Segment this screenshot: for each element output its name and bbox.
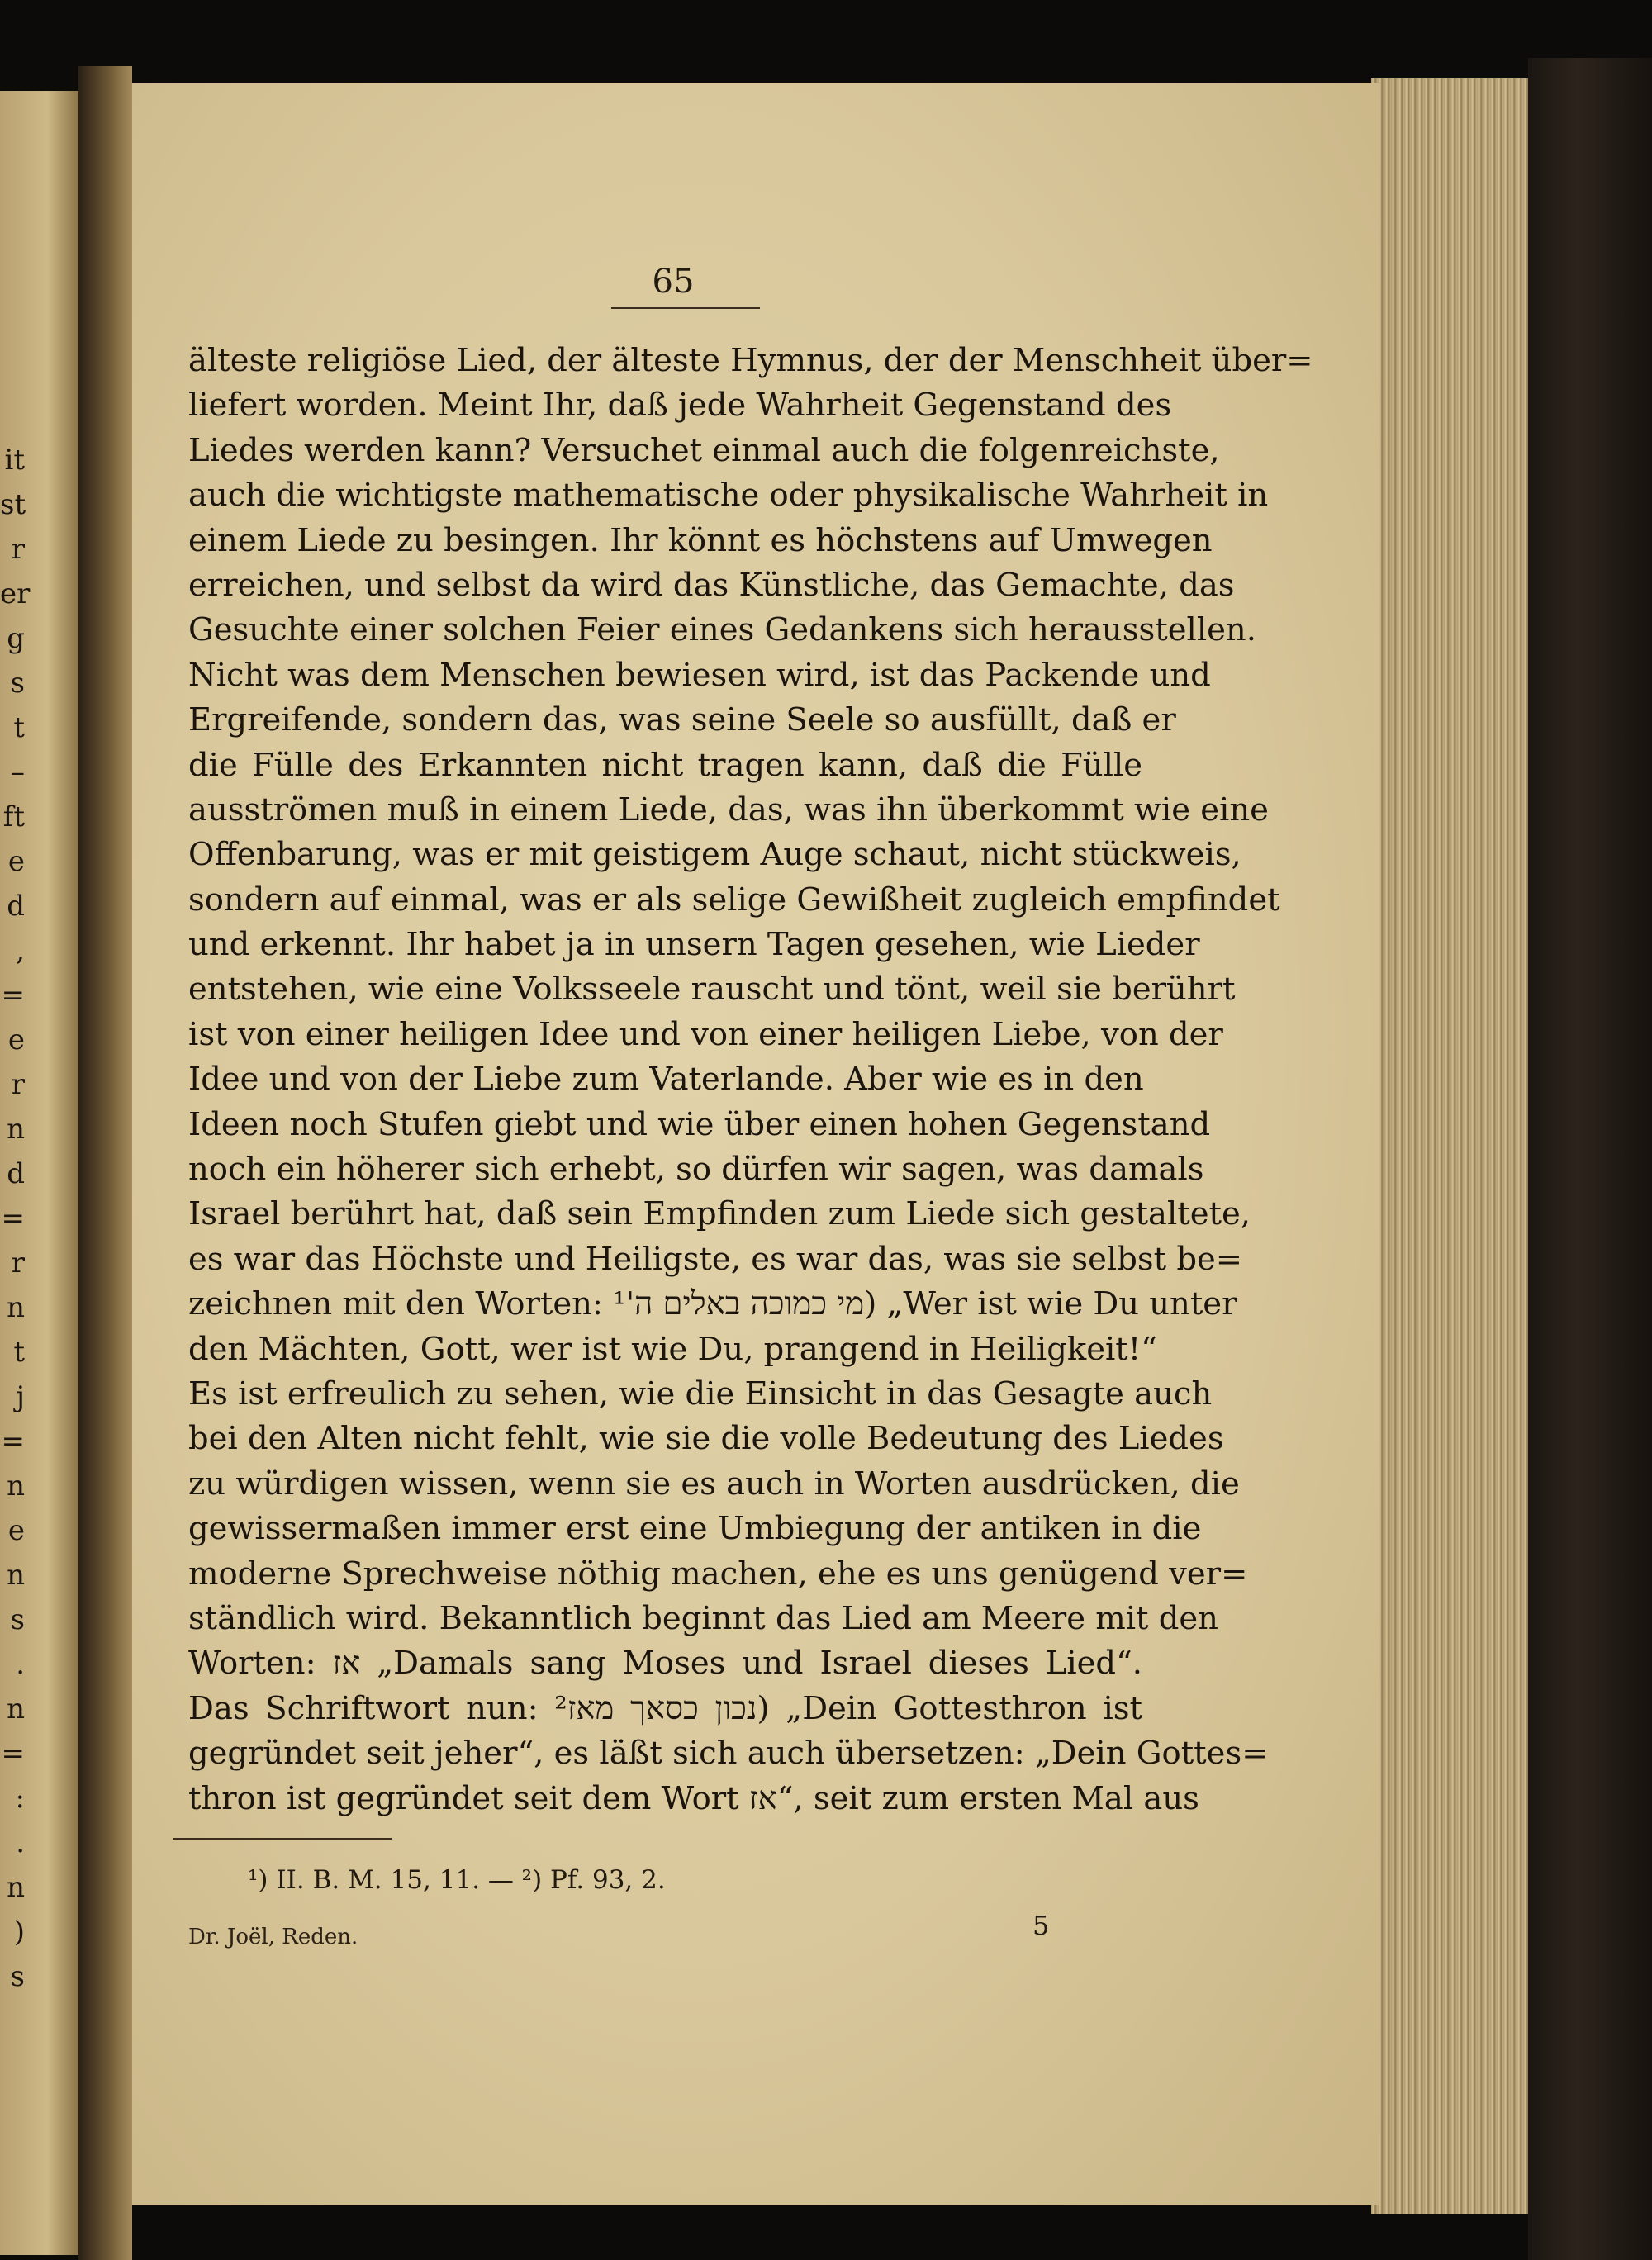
left-page-glyph: , xyxy=(16,934,25,967)
book-gutter xyxy=(78,66,132,2260)
text-line: und erkennt. Ihr habet ja in unsern Tagen gesehen, wie Lieder xyxy=(188,926,1200,964)
header-rule xyxy=(611,307,760,309)
text-line: sondern auf einmal, was er als selige Gewißheit zugleich empfindet xyxy=(188,881,1280,919)
text-line: Ideen noch Stufen giebt und wie über einen hohen Gegenstand xyxy=(188,1105,1211,1143)
sheet-number: 5 xyxy=(1032,1910,1050,1941)
text-line: Das Schriftwort nun: נכון כסאך מאז²) „Dein Gottesthron ist xyxy=(188,1689,1142,1727)
left-page-glyph: . xyxy=(16,1648,25,1681)
footnote-rule xyxy=(173,1838,392,1840)
signature-line: Dr. Joël, Reden. xyxy=(188,1925,358,1949)
left-page-glyph: ft xyxy=(2,800,25,833)
left-page-glyph: = xyxy=(1,1202,25,1235)
left-page-glyph: r xyxy=(11,1068,25,1101)
text-line: Offenbarung, was er mit geistigem Auge schaut, nicht stückweis, xyxy=(188,836,1241,874)
left-page-glyph: – xyxy=(11,756,25,789)
left-page-glyph: : xyxy=(15,1782,25,1815)
left-page-glyph: n xyxy=(7,1291,25,1324)
left-page-glyph: e xyxy=(7,845,25,878)
left-page-glyph: s xyxy=(10,1960,25,1993)
text-line: Israel berührt hat, daß sein Empfinden zum Liede sich gestaltete, xyxy=(188,1195,1251,1233)
left-page-glyph: d xyxy=(7,1157,25,1190)
text-line: einem Liede zu besingen. Ihr könnt es höchstens auf Umwegen xyxy=(188,521,1213,559)
text-line: ausströmen muß in einem Liede, das, was ihn überkommt wie eine xyxy=(188,791,1269,829)
left-page-glyph: s xyxy=(10,1603,25,1636)
text-line: erreichen, und selbst da wird das Künstliche, das Gemachte, das xyxy=(188,566,1235,604)
page-number: 65 xyxy=(652,263,695,301)
left-page-glyph: st xyxy=(0,488,26,521)
left-page-glyph: n xyxy=(7,1469,25,1503)
left-page-glyph: = xyxy=(1,1425,25,1458)
text-line: ständlich wird. Bekanntlich beginnt das Lied am Meere mit den xyxy=(188,1599,1218,1637)
text-line: älteste religiöse Lied, der älteste Hymnus, der der Menschheit über= xyxy=(188,342,1313,379)
left-page-glyph: n xyxy=(7,1113,25,1146)
left-page-glyph: n xyxy=(7,1559,25,1592)
left-page-glyph: . xyxy=(16,1826,25,1859)
left-page-glyph: it xyxy=(4,444,25,477)
text-line: Liedes werden kann? Versuchet einmal auch die folgenreichste, xyxy=(188,431,1220,469)
left-page-cut-text xyxy=(0,438,31,1999)
text-line: Nicht was dem Menschen bewiesen wird, ist das Packende und xyxy=(188,656,1211,694)
text-line: auch die wichtigste mathematische oder physikalische Wahrheit in xyxy=(188,477,1269,515)
text-line: gegründet seit jeher“, es läßt sich auch übersetzen: „Dein Gottes= xyxy=(188,1735,1269,1773)
left-page-glyph: = xyxy=(1,979,25,1012)
left-page-glyph: = xyxy=(1,1737,25,1770)
text-line: Gesuchte einer solchen Feier eines Gedankens sich herausstellen. xyxy=(188,611,1256,649)
text-line: Ergreifende, sondern das, was seine Seele so ausfüllt, daß er xyxy=(188,701,1176,739)
left-page-glyph: j xyxy=(16,1380,25,1413)
left-page-glyph: e xyxy=(7,1023,25,1056)
left-page-glyph: e xyxy=(7,1514,25,1547)
text-line: liefert worden. Meint Ihr, daß jede Wahrheit Gegenstand des xyxy=(188,387,1172,425)
page-stack-edge xyxy=(1371,78,1536,2214)
text-line: Worten: אז „Damals sang Moses und Israel dieses Lied“. xyxy=(188,1645,1142,1683)
left-page-edge xyxy=(0,91,78,2255)
left-page-glyph: r xyxy=(11,1246,25,1280)
left-page-glyph: n xyxy=(7,1871,25,1904)
text-line: bei den Alten nicht fehlt, wie sie die volle Bedeutung des Liedes xyxy=(188,1420,1224,1458)
text-line: entstehen, wie eine Volksseele rauscht und tönt, weil sie berührt xyxy=(188,971,1236,1009)
left-page-glyph: er xyxy=(0,577,31,610)
left-page-glyph: t xyxy=(13,711,25,744)
text-line: die Fülle des Erkannten nicht tragen kann, daß die Fülle xyxy=(188,746,1142,784)
text-line: zu würdigen wissen, wenn sie es auch in Worten ausdrücken, die xyxy=(188,1465,1240,1503)
body-text xyxy=(188,339,1313,1821)
text-line: ist von einer heiligen Idee und von einer heiligen Liebe, von der xyxy=(188,1015,1223,1053)
text-line: Idee und von der Liebe zum Vaterlande. Aber wie es in den xyxy=(188,1061,1144,1099)
text-line: zeichnen mit den Worten: מי כמוכה באלים ה'¹) „Wer ist wie Du unter xyxy=(188,1285,1237,1323)
left-page-glyph: d xyxy=(7,890,25,923)
text-line: Es ist erfreulich zu sehen, wie die Einsicht in das Gesagte auch xyxy=(188,1375,1213,1412)
text-line: gewissermaßen immer erst eine Umbiegung der antiken in die xyxy=(188,1510,1202,1548)
text-line: thron ist gegründet seit dem Wort אז“, seit zum ersten Mal aus xyxy=(188,1779,1199,1817)
left-page-glyph: s xyxy=(10,667,25,700)
left-page-glyph: n xyxy=(7,1693,25,1726)
left-page-glyph: r xyxy=(11,533,25,566)
footnote: ¹) II. B. M. 15, 11. — ²) Pf. 93, 2. xyxy=(248,1865,666,1895)
text-line: es war das Höchste und Heiligste, es war das, was sie selbst be= xyxy=(188,1240,1243,1278)
left-page-glyph: ) xyxy=(13,1916,25,1949)
text-line: noch ein höherer sich erhebt, so dürfen wir sagen, was damals xyxy=(188,1151,1204,1189)
text-line: den Mächten, Gott, wer ist wie Du, prangend in Heiligkeit!“ xyxy=(188,1330,1157,1368)
left-page-glyph: g xyxy=(7,622,25,655)
book-cover-edge xyxy=(1528,58,1652,2260)
text-line: moderne Sprechweise nöthig machen, ehe es uns genügend ver= xyxy=(188,1555,1248,1593)
left-page-glyph: t xyxy=(13,1336,25,1369)
